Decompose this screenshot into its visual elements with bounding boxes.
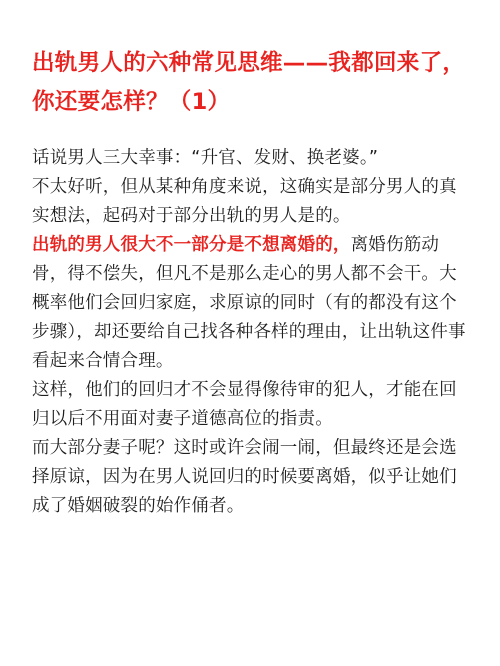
paragraph-1: 话说男人三大幸事：“升官、发财、换老婆。” [32, 148, 379, 168]
highlighted-sentence: 出轨的男人很大不一部分是不想离婚的， [32, 235, 351, 255]
article-title: 出轨男人的六种常见思维——我都回来了，你还要怎样？（1） [32, 50, 466, 115]
paragraph-3-text: 离婚伤筋动骨，得不偿失，但凡不是那么走心的男人都不会干。大概率他们会回归家庭，求原谅的同时（有的都没有这个步骤），却还要给自己找各种各样的理由，让出轨这件事看起来合情合理。 [32, 235, 466, 371]
paragraph-2: 不太好听，但从某种角度来说，这确实是部分男人的真实想法，起码对于部分出轨的男人是的。 [32, 177, 457, 226]
paragraph-3 [32, 231, 474, 376]
article-body [32, 144, 474, 521]
paragraph-4: 这样，他们的回归才不会显得像待审的犯人，才能在回归以后不用面对妻子道德高位的指责。 [32, 380, 457, 429]
paragraph-5: 而大部分妻子呢？这时或许会闹一闹，但最终还是会选择原谅，因为在男人说回归的时候要离婚，似乎让她们成了婚姻破裂的始作俑者。 [32, 438, 457, 516]
